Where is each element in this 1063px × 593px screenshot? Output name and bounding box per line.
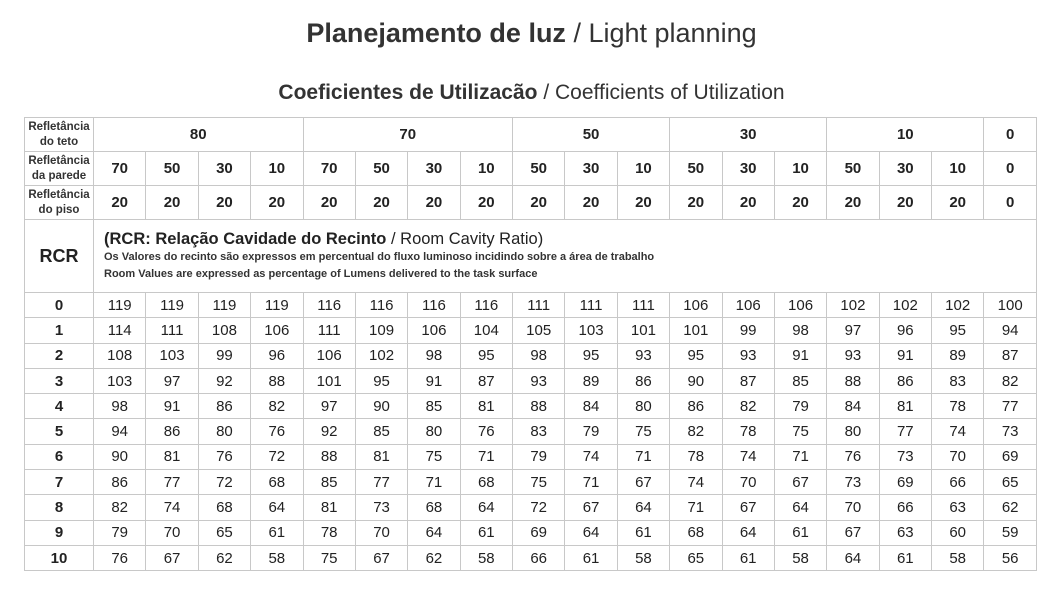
rcr-value: 3: [25, 368, 94, 393]
coefficient-cell: 102: [355, 343, 407, 368]
wall-reflectance-value: 50: [513, 152, 565, 186]
coefficient-cell: 111: [513, 293, 565, 318]
coefficient-cell: 74: [722, 444, 774, 469]
rcr-value: 10: [25, 545, 94, 570]
coefficient-cell: 67: [774, 470, 826, 495]
table-row: [25, 495, 1037, 520]
wall-reflectance-row: [25, 152, 1037, 186]
coefficient-cell: 93: [513, 368, 565, 393]
coefficient-cell: 100: [984, 293, 1037, 318]
rcr-note-row: [25, 220, 1037, 293]
coefficient-cell: 75: [408, 444, 460, 469]
floor-reflectance-value: 20: [355, 186, 407, 220]
coefficient-cell: 68: [251, 470, 303, 495]
ceiling-label-line1: Refletância: [28, 120, 90, 133]
coefficient-cell: 106: [670, 293, 722, 318]
coefficient-cell: 60: [932, 520, 984, 545]
wall-reflectance-label: [25, 152, 94, 186]
coefficient-cell: 58: [460, 545, 512, 570]
coefficient-cell: 70: [722, 470, 774, 495]
coefficient-cell: 74: [565, 444, 617, 469]
coefficient-cell: 79: [513, 444, 565, 469]
coefficient-cell: 67: [617, 470, 669, 495]
wall-reflectance-value: 30: [565, 152, 617, 186]
coefficient-cell: 78: [670, 444, 722, 469]
coefficient-cell: 73: [355, 495, 407, 520]
coefficient-cell: 72: [251, 444, 303, 469]
floor-reflectance-value: 20: [198, 186, 250, 220]
coefficient-cell: 58: [617, 545, 669, 570]
table-title-en: Coefficients of Utilization: [555, 81, 785, 104]
coefficient-cell: 93: [827, 343, 879, 368]
wall-reflectance-value: 50: [146, 152, 198, 186]
floor-reflectance-value: 20: [670, 186, 722, 220]
ceiling-reflectance-value: 50: [513, 118, 670, 152]
coefficient-cell: 58: [774, 545, 826, 570]
coefficient-cell: 61: [460, 520, 512, 545]
coefficient-cell: 90: [355, 394, 407, 419]
page-title-en: Light planning: [588, 18, 757, 48]
wall-reflectance-value: 10: [774, 152, 826, 186]
coefficient-cell: 80: [198, 419, 250, 444]
coefficient-cell: 61: [879, 545, 931, 570]
coefficient-cell: 64: [617, 495, 669, 520]
coefficient-cell: 68: [670, 520, 722, 545]
coefficient-cell: 102: [879, 293, 931, 318]
rcr-value: 2: [25, 343, 94, 368]
coefficient-cell: 61: [565, 545, 617, 570]
floor-reflectance-value: 20: [303, 186, 355, 220]
coefficient-cell: 67: [722, 495, 774, 520]
coefficient-cell: 58: [251, 545, 303, 570]
wall-reflectance-value: 30: [722, 152, 774, 186]
coefficient-cell: 95: [565, 343, 617, 368]
coefficient-cell: 119: [198, 293, 250, 318]
coefficient-cell: 64: [774, 495, 826, 520]
rcr-note-heading-separator: /: [386, 230, 401, 248]
coefficient-cell: 87: [722, 368, 774, 393]
coefficient-cell: 76: [198, 444, 250, 469]
coefficient-cell: 75: [303, 545, 355, 570]
coefficient-cell: 65: [670, 545, 722, 570]
coefficient-cell: 78: [303, 520, 355, 545]
coefficient-cell: 95: [355, 368, 407, 393]
coefficient-cell: 71: [565, 470, 617, 495]
coefficient-cell: 87: [984, 343, 1037, 368]
page-title: [0, 16, 1063, 50]
coefficient-cell: 64: [460, 495, 512, 520]
coefficient-cell: 76: [251, 419, 303, 444]
ceiling-reflectance-value: 80: [94, 118, 304, 152]
coefficient-cell: 71: [670, 495, 722, 520]
coefficient-cell: 97: [146, 368, 198, 393]
coefficient-cell: 96: [879, 318, 931, 343]
rcr-value: 1: [25, 318, 94, 343]
floor-reflectance-value: 20: [251, 186, 303, 220]
coefficient-cell: 106: [774, 293, 826, 318]
coefficient-cell: 93: [722, 343, 774, 368]
coefficient-cell: 75: [617, 419, 669, 444]
coefficient-cell: 71: [408, 470, 460, 495]
coefficient-cell: 62: [408, 545, 460, 570]
table-row: [25, 394, 1037, 419]
coefficient-cell: 81: [303, 495, 355, 520]
rcr-value: 6: [25, 444, 94, 469]
coefficient-cell: 61: [251, 520, 303, 545]
coefficient-cell: 78: [722, 419, 774, 444]
coefficient-cell: 62: [198, 545, 250, 570]
coefficient-cell: 88: [303, 444, 355, 469]
coefficient-cell: 70: [932, 444, 984, 469]
coefficient-cell: 71: [617, 444, 669, 469]
ceiling-reflectance-row: [25, 118, 1037, 152]
coefficient-cell: 119: [251, 293, 303, 318]
coefficient-cell: 71: [774, 444, 826, 469]
coefficient-cell: 68: [460, 470, 512, 495]
coefficient-cell: 108: [94, 343, 146, 368]
wall-reflectance-value: 10: [251, 152, 303, 186]
coefficient-cell: 64: [251, 495, 303, 520]
wall-reflectance-value: 30: [879, 152, 931, 186]
coefficient-cell: 86: [670, 394, 722, 419]
coefficient-cell: 63: [879, 520, 931, 545]
ceiling-label-line2: do teto: [39, 135, 79, 148]
coefficient-cell: 94: [984, 318, 1037, 343]
page-title-separator: /: [565, 18, 589, 48]
wall-label-line1: Refletância: [28, 154, 90, 167]
coefficient-cell: 64: [565, 520, 617, 545]
ceiling-reflectance-label: [25, 118, 94, 152]
coefficient-cell: 95: [932, 318, 984, 343]
coefficient-cell: 71: [460, 444, 512, 469]
wall-reflectance-value: 0: [984, 152, 1037, 186]
rcr-note-heading-en: Room Cavity Ratio): [400, 230, 544, 248]
coefficient-cell: 101: [617, 318, 669, 343]
coefficient-cell: 79: [94, 520, 146, 545]
coefficient-cell: 92: [303, 419, 355, 444]
coefficient-cell: 84: [565, 394, 617, 419]
coefficient-cell: 82: [722, 394, 774, 419]
ceiling-reflectance-value: 30: [670, 118, 827, 152]
coefficient-cell: 106: [722, 293, 774, 318]
wall-reflectance-value: 10: [617, 152, 669, 186]
coefficient-cell: 64: [722, 520, 774, 545]
coefficient-cell: 72: [513, 495, 565, 520]
wall-reflectance-value: 50: [827, 152, 879, 186]
coefficient-cell: 83: [932, 368, 984, 393]
coefficient-cell: 69: [879, 470, 931, 495]
coefficient-cell: 81: [146, 444, 198, 469]
floor-reflectance-value: 20: [827, 186, 879, 220]
coefficient-cell: 92: [198, 368, 250, 393]
coefficient-cell: 68: [408, 495, 460, 520]
coefficient-cell: 61: [774, 520, 826, 545]
coefficient-cell: 77: [355, 470, 407, 495]
coefficient-cell: 70: [146, 520, 198, 545]
coefficient-cell: 75: [774, 419, 826, 444]
rcr-note-portuguese: Os Valores do recinto são expressos em percentual do fluxo luminoso incidindo sobre a área de trabalho: [104, 251, 655, 263]
table-row: [25, 293, 1037, 318]
table-row: [25, 419, 1037, 444]
rcr-value: 4: [25, 394, 94, 419]
coefficient-cell: 103: [94, 368, 146, 393]
coefficient-cell: 81: [355, 444, 407, 469]
coefficient-cell: 98: [513, 343, 565, 368]
coefficient-cell: 79: [774, 394, 826, 419]
coefficient-cell: 88: [251, 368, 303, 393]
coefficient-cell: 85: [355, 419, 407, 444]
coefficient-cell: 65: [984, 470, 1037, 495]
coefficients-table: [24, 117, 1037, 571]
table-row: [25, 444, 1037, 469]
coefficient-cell: 85: [774, 368, 826, 393]
coefficient-cell: 102: [932, 293, 984, 318]
rcr-value: 7: [25, 470, 94, 495]
coefficient-cell: 64: [827, 545, 879, 570]
coefficient-cell: 61: [722, 545, 774, 570]
coefficient-cell: 116: [408, 293, 460, 318]
coefficient-cell: 97: [827, 318, 879, 343]
coefficient-cell: 109: [355, 318, 407, 343]
coefficient-cell: 111: [303, 318, 355, 343]
coefficient-cell: 102: [827, 293, 879, 318]
table-title: [0, 79, 1063, 107]
coefficient-cell: 95: [460, 343, 512, 368]
floor-reflectance-value: 20: [94, 186, 146, 220]
coefficient-cell: 85: [408, 394, 460, 419]
wall-label-line2: da parede: [31, 169, 87, 182]
coefficient-cell: 66: [932, 470, 984, 495]
coefficient-cell: 116: [303, 293, 355, 318]
wall-reflectance-value: 10: [932, 152, 984, 186]
coefficient-cell: 111: [146, 318, 198, 343]
coefficient-cell: 95: [670, 343, 722, 368]
coefficient-cell: 82: [251, 394, 303, 419]
coefficient-cell: 86: [617, 368, 669, 393]
coefficient-cell: 69: [984, 444, 1037, 469]
coefficient-cell: 93: [617, 343, 669, 368]
rcr-note-english: Room Values are expressed as percentage of Lumens delivered to the task surface: [104, 268, 538, 280]
coefficient-cell: 108: [198, 318, 250, 343]
coefficient-cell: 70: [355, 520, 407, 545]
coefficient-cell: 90: [94, 444, 146, 469]
ceiling-reflectance-value: 10: [827, 118, 984, 152]
coefficient-cell: 106: [408, 318, 460, 343]
table-row: [25, 545, 1037, 570]
coefficient-cell: 106: [251, 318, 303, 343]
table-row: [25, 368, 1037, 393]
floor-label-line2: do piso: [38, 203, 80, 216]
coefficient-cell: 91: [879, 343, 931, 368]
coefficient-cell: 103: [565, 318, 617, 343]
floor-reflectance-value: 20: [565, 186, 617, 220]
coefficient-cell: 80: [617, 394, 669, 419]
coefficient-cell: 59: [984, 520, 1037, 545]
floor-reflectance-value: 20: [617, 186, 669, 220]
coefficient-cell: 98: [408, 343, 460, 368]
coefficient-cell: 81: [879, 394, 931, 419]
coefficient-cell: 111: [565, 293, 617, 318]
coefficient-cell: 88: [513, 394, 565, 419]
coefficient-cell: 106: [303, 343, 355, 368]
coefficient-cell: 67: [565, 495, 617, 520]
coefficient-cell: 82: [94, 495, 146, 520]
coefficient-cell: 74: [146, 495, 198, 520]
coefficient-cell: 86: [146, 419, 198, 444]
coefficient-cell: 97: [303, 394, 355, 419]
floor-reflectance-value: 20: [146, 186, 198, 220]
coefficient-cell: 85: [303, 470, 355, 495]
coefficient-cell: 94: [94, 419, 146, 444]
wall-reflectance-value: 10: [460, 152, 512, 186]
rcr-note-heading-pt: (RCR: Relação Cavidade do Recinto: [104, 230, 387, 248]
coefficient-cell: 87: [460, 368, 512, 393]
coefficient-cell: 91: [408, 368, 460, 393]
coefficient-cell: 78: [932, 394, 984, 419]
coefficient-cell: 65: [198, 520, 250, 545]
wall-reflectance-value: 30: [198, 152, 250, 186]
floor-reflectance-value: 20: [774, 186, 826, 220]
coefficient-cell: 86: [879, 368, 931, 393]
coefficient-cell: 82: [670, 419, 722, 444]
table-row: [25, 520, 1037, 545]
coefficient-cell: 73: [984, 419, 1037, 444]
floor-reflectance-value: 20: [408, 186, 460, 220]
rcr-label: RCR: [25, 220, 94, 293]
floor-reflectance-value: 20: [722, 186, 774, 220]
table-title-separator: /: [537, 81, 556, 104]
coefficient-cell: 77: [879, 419, 931, 444]
floor-reflectance-value: 20: [513, 186, 565, 220]
coefficient-cell: 86: [94, 470, 146, 495]
table-row: [25, 318, 1037, 343]
coefficient-cell: 104: [460, 318, 512, 343]
coefficient-cell: 76: [827, 444, 879, 469]
coefficient-cell: 116: [355, 293, 407, 318]
coefficient-cell: 101: [670, 318, 722, 343]
coefficient-cell: 75: [513, 470, 565, 495]
coefficient-cell: 63: [932, 495, 984, 520]
coefficient-cell: 119: [94, 293, 146, 318]
coefficient-cell: 111: [617, 293, 669, 318]
floor-reflectance-value: 20: [879, 186, 931, 220]
coefficient-cell: 81: [460, 394, 512, 419]
coefficient-cell: 96: [251, 343, 303, 368]
coefficient-cell: 91: [774, 343, 826, 368]
floor-label-line1: Refletância: [28, 188, 90, 201]
wall-reflectance-value: 50: [355, 152, 407, 186]
rcr-value: 8: [25, 495, 94, 520]
coefficient-cell: 98: [774, 318, 826, 343]
coefficient-cell: 77: [984, 394, 1037, 419]
coefficient-cell: 82: [984, 368, 1037, 393]
coefficient-cell: 99: [722, 318, 774, 343]
wall-reflectance-value: 30: [408, 152, 460, 186]
coefficient-cell: 89: [565, 368, 617, 393]
coefficient-cell: 105: [513, 318, 565, 343]
ceiling-reflectance-value: 0: [984, 118, 1037, 152]
coefficient-cell: 79: [565, 419, 617, 444]
rcr-note-heading: [104, 229, 1026, 249]
coefficient-cell: 98: [94, 394, 146, 419]
coefficient-cell: 66: [513, 545, 565, 570]
coefficient-cell: 103: [146, 343, 198, 368]
coefficient-cell: 86: [198, 394, 250, 419]
ceiling-reflectance-value: 70: [303, 118, 513, 152]
rcr-value: 0: [25, 293, 94, 318]
coefficient-cell: 72: [198, 470, 250, 495]
coefficient-cell: 67: [146, 545, 198, 570]
coefficient-cell: 114: [94, 318, 146, 343]
wall-reflectance-value: 70: [303, 152, 355, 186]
floor-reflectance-value: 0: [984, 186, 1037, 220]
coefficient-cell: 101: [303, 368, 355, 393]
coefficient-cell: 119: [146, 293, 198, 318]
coefficient-cell: 64: [408, 520, 460, 545]
page-title-pt: Planejamento de luz: [306, 18, 566, 48]
rcr-value: 5: [25, 419, 94, 444]
coefficient-cell: 58: [932, 545, 984, 570]
floor-reflectance-value: 20: [460, 186, 512, 220]
coefficient-cell: 74: [932, 419, 984, 444]
coefficient-cell: 73: [827, 470, 879, 495]
rcr-value: 9: [25, 520, 94, 545]
coefficient-cell: 76: [460, 419, 512, 444]
floor-reflectance-row: [25, 186, 1037, 220]
coefficient-cell: 61: [617, 520, 669, 545]
coefficient-cell: 91: [146, 394, 198, 419]
coefficient-cell: 73: [879, 444, 931, 469]
coefficient-cell: 84: [827, 394, 879, 419]
floor-reflectance-value: 20: [932, 186, 984, 220]
rcr-note: [94, 220, 1037, 293]
coefficient-cell: 89: [932, 343, 984, 368]
coefficient-cell: 56: [984, 545, 1037, 570]
coefficient-cell: 76: [94, 545, 146, 570]
coefficient-cell: 67: [355, 545, 407, 570]
coefficient-cell: 70: [827, 495, 879, 520]
coefficient-cell: 80: [408, 419, 460, 444]
coefficient-cell: 99: [198, 343, 250, 368]
coefficient-cell: 67: [827, 520, 879, 545]
floor-reflectance-label: [25, 186, 94, 220]
coefficient-cell: 116: [460, 293, 512, 318]
coefficient-cell: 80: [827, 419, 879, 444]
coefficient-cell: 90: [670, 368, 722, 393]
table-row: [25, 343, 1037, 368]
coefficient-cell: 66: [879, 495, 931, 520]
coefficient-cell: 68: [198, 495, 250, 520]
wall-reflectance-value: 70: [94, 152, 146, 186]
coefficient-cell: 74: [670, 470, 722, 495]
coefficient-cell: 83: [513, 419, 565, 444]
wall-reflectance-value: 50: [670, 152, 722, 186]
table-title-pt: Coeficientes de Utilizacão: [278, 81, 538, 104]
coefficient-cell: 77: [146, 470, 198, 495]
coefficient-cell: 62: [984, 495, 1037, 520]
table-row: [25, 470, 1037, 495]
coefficient-cell: 88: [827, 368, 879, 393]
coefficient-cell: 69: [513, 520, 565, 545]
